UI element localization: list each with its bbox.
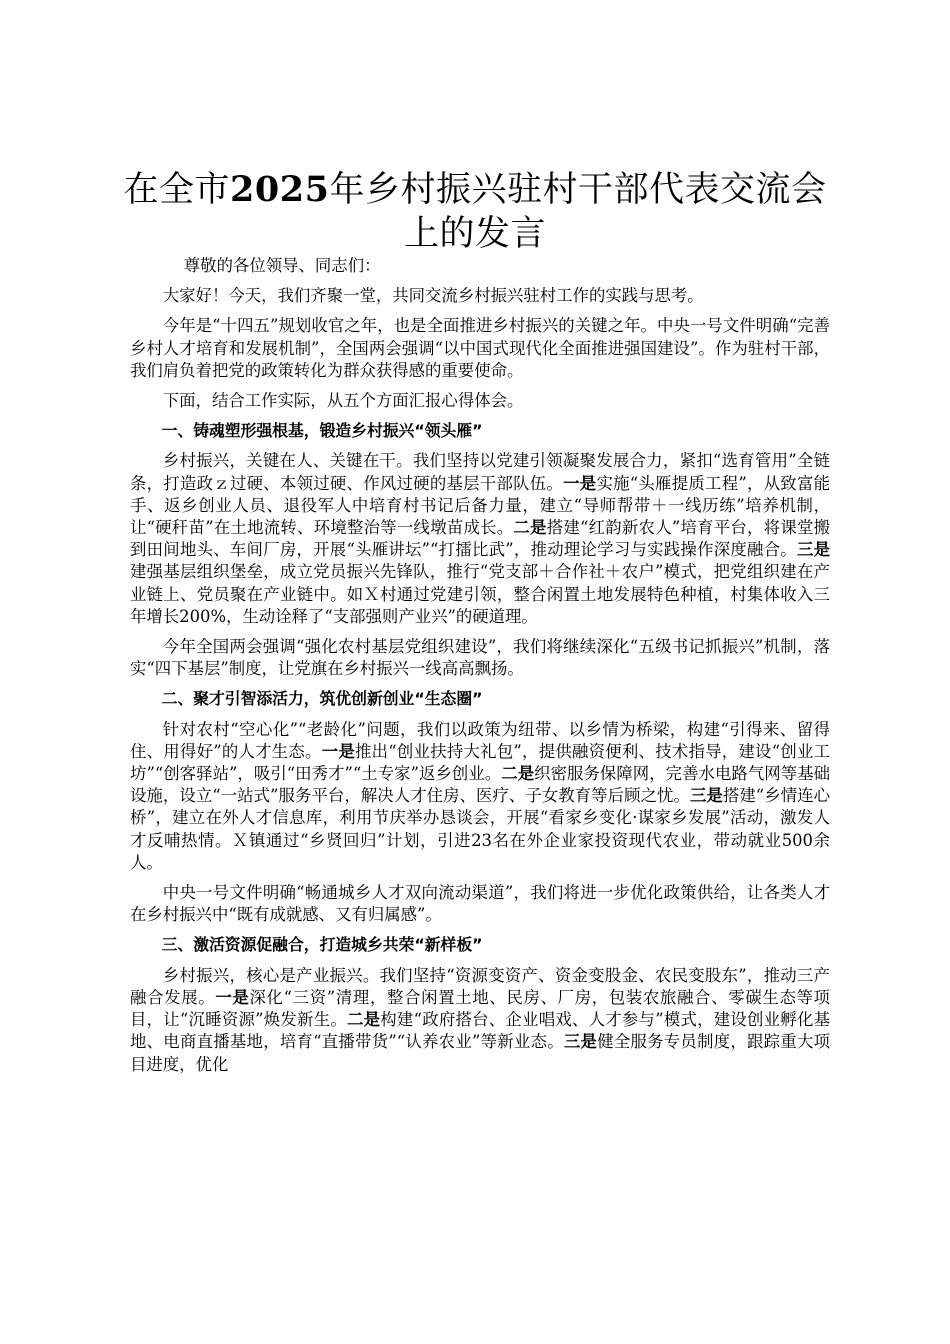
section-2-paragraph-2: 中央一号文件明确“畅通城乡人才双向流动渠道”，我们将进一步优化政策供给，让各类人才在乡村振兴中“既有成就感、又有归属感”。 bbox=[130, 883, 830, 925]
document-body bbox=[130, 255, 830, 1076]
greeting-paragraph: 大家好！今天，我们齐聚一堂，共同交流乡村振兴驻村工作的实践与思考。 bbox=[162, 286, 704, 306]
section-heading-3: 三、激活资源促融合，打造城乡共荣“新样板” bbox=[161, 935, 483, 955]
section-2-paragraph-1: 针对农村“空心化”“老龄化”问题，我们以政策为纽带、以乡情为桥梁，构建“引得来、留得住、用得好”的人才生态。一是推出“创业扶持大礼包”，提供融资便利、技术指导，建设“创业工坊”“创客驿站”，吸引“田秀才”“土专家”返乡创业。二是织密服务保障网，完善水电路气网等基础设施，设立“一站式”服务平台，解决人才住房、医疗、子女教育等后顾之忧。三是搭建“乡情连心桥”，建立在外人才信息库，利用节庆举办恳谈会，开展“看家乡变化·谋家乡发展”活动，激发人才反哺热情。Ｘ镇通过“乡贤回归”计划，引进23名在外企业家投资现代农业，带动就业500余人。 bbox=[130, 719, 831, 872]
section-1-paragraph-2: 今年全国两会强调“强化农村基层党组织建设”，我们将继续深化“五级书记抓振兴”机制，落实“四下基层”制度，让党旗在乡村振兴一线高高飘扬。 bbox=[130, 637, 830, 679]
transition-paragraph: 下面，结合工作实际，从五个方面汇报心得体会。 bbox=[162, 391, 524, 411]
title-year: 2025 bbox=[230, 169, 330, 210]
title-suffix: 年乡村振兴驻村干部代表交流会上的发言 bbox=[329, 170, 827, 254]
section-1-paragraph-1: 乡村振兴，关键在人、关键在干。我们坚持以党建引领凝聚发展合力，紧扣“选育管用”全链条，打造政ｚ过硬、本领过硬、作风过硬的基层干部队伍。一是实施“头雁提质工程”，从致富能手、返乡创业人员、退役军人中培育村书记后备力量，建立“导师帮带＋一线历练”培养机制，让“硬秆苗”在土地流转、环境整治等一线墩苗成长。二是搭建“红韵新农人”培育平台，将课堂搬到田间地头、车间厂房，开展“头雁讲坛”“打擂比武”，推动理论学习与实践操作深度融合。三是建强基层组织堡垒，成立党员振兴先锋队，推行“党支部＋合作社＋农户”模式，把党组织建在产业链上、党员聚在产业链中。如Ｘ村通过党建引领，整合闲置土地发展特色种植，村集体收入三年增长200%，生动诠释了“支部强则产业兴”的硬道理。 bbox=[130, 451, 831, 626]
section-heading-2: 二、聚才引智添活力，筑优创新创业“生态圈” bbox=[161, 689, 483, 709]
section-3-paragraph-1: 乡村振兴，核心是产业振兴。我们坚持“资源变资产、资金变股金、农民变股东”，推动三产融合发展。一是深化“三资”清理，整合闲置土地、民房、厂房，包装农旅融合、零碳生态等项目，让“沉睡资源”焕发新生。二是构建“政府搭台、企业唱戏、人才参与”模式，建设创业孵化基地、电商直播基地，培育“直播带货”“认养农业”等新业态。三是健全服务专员制度，跟踪重大项目进度，优化 bbox=[130, 965, 831, 1074]
page-title bbox=[120, 168, 830, 256]
title-prefix: 在全市 bbox=[123, 170, 231, 210]
intro-paragraph: 今年是“十四五”规划收官之年，也是全面推进乡村振兴的关键之年。中央一号文件明确“完善乡村人才培育和发展机制”，全国两会强调“以中国式现代化全面推进强国建设”。作为驻村干部，我们肩负着把党的政策转化为群众获得感的重要使命。 bbox=[130, 316, 830, 380]
salutation: 尊敬的各位领导、同志们： bbox=[183, 256, 381, 275]
section-heading-1: 一、铸魂塑形强根基，锻造乡村振兴“领头雁” bbox=[161, 421, 483, 441]
